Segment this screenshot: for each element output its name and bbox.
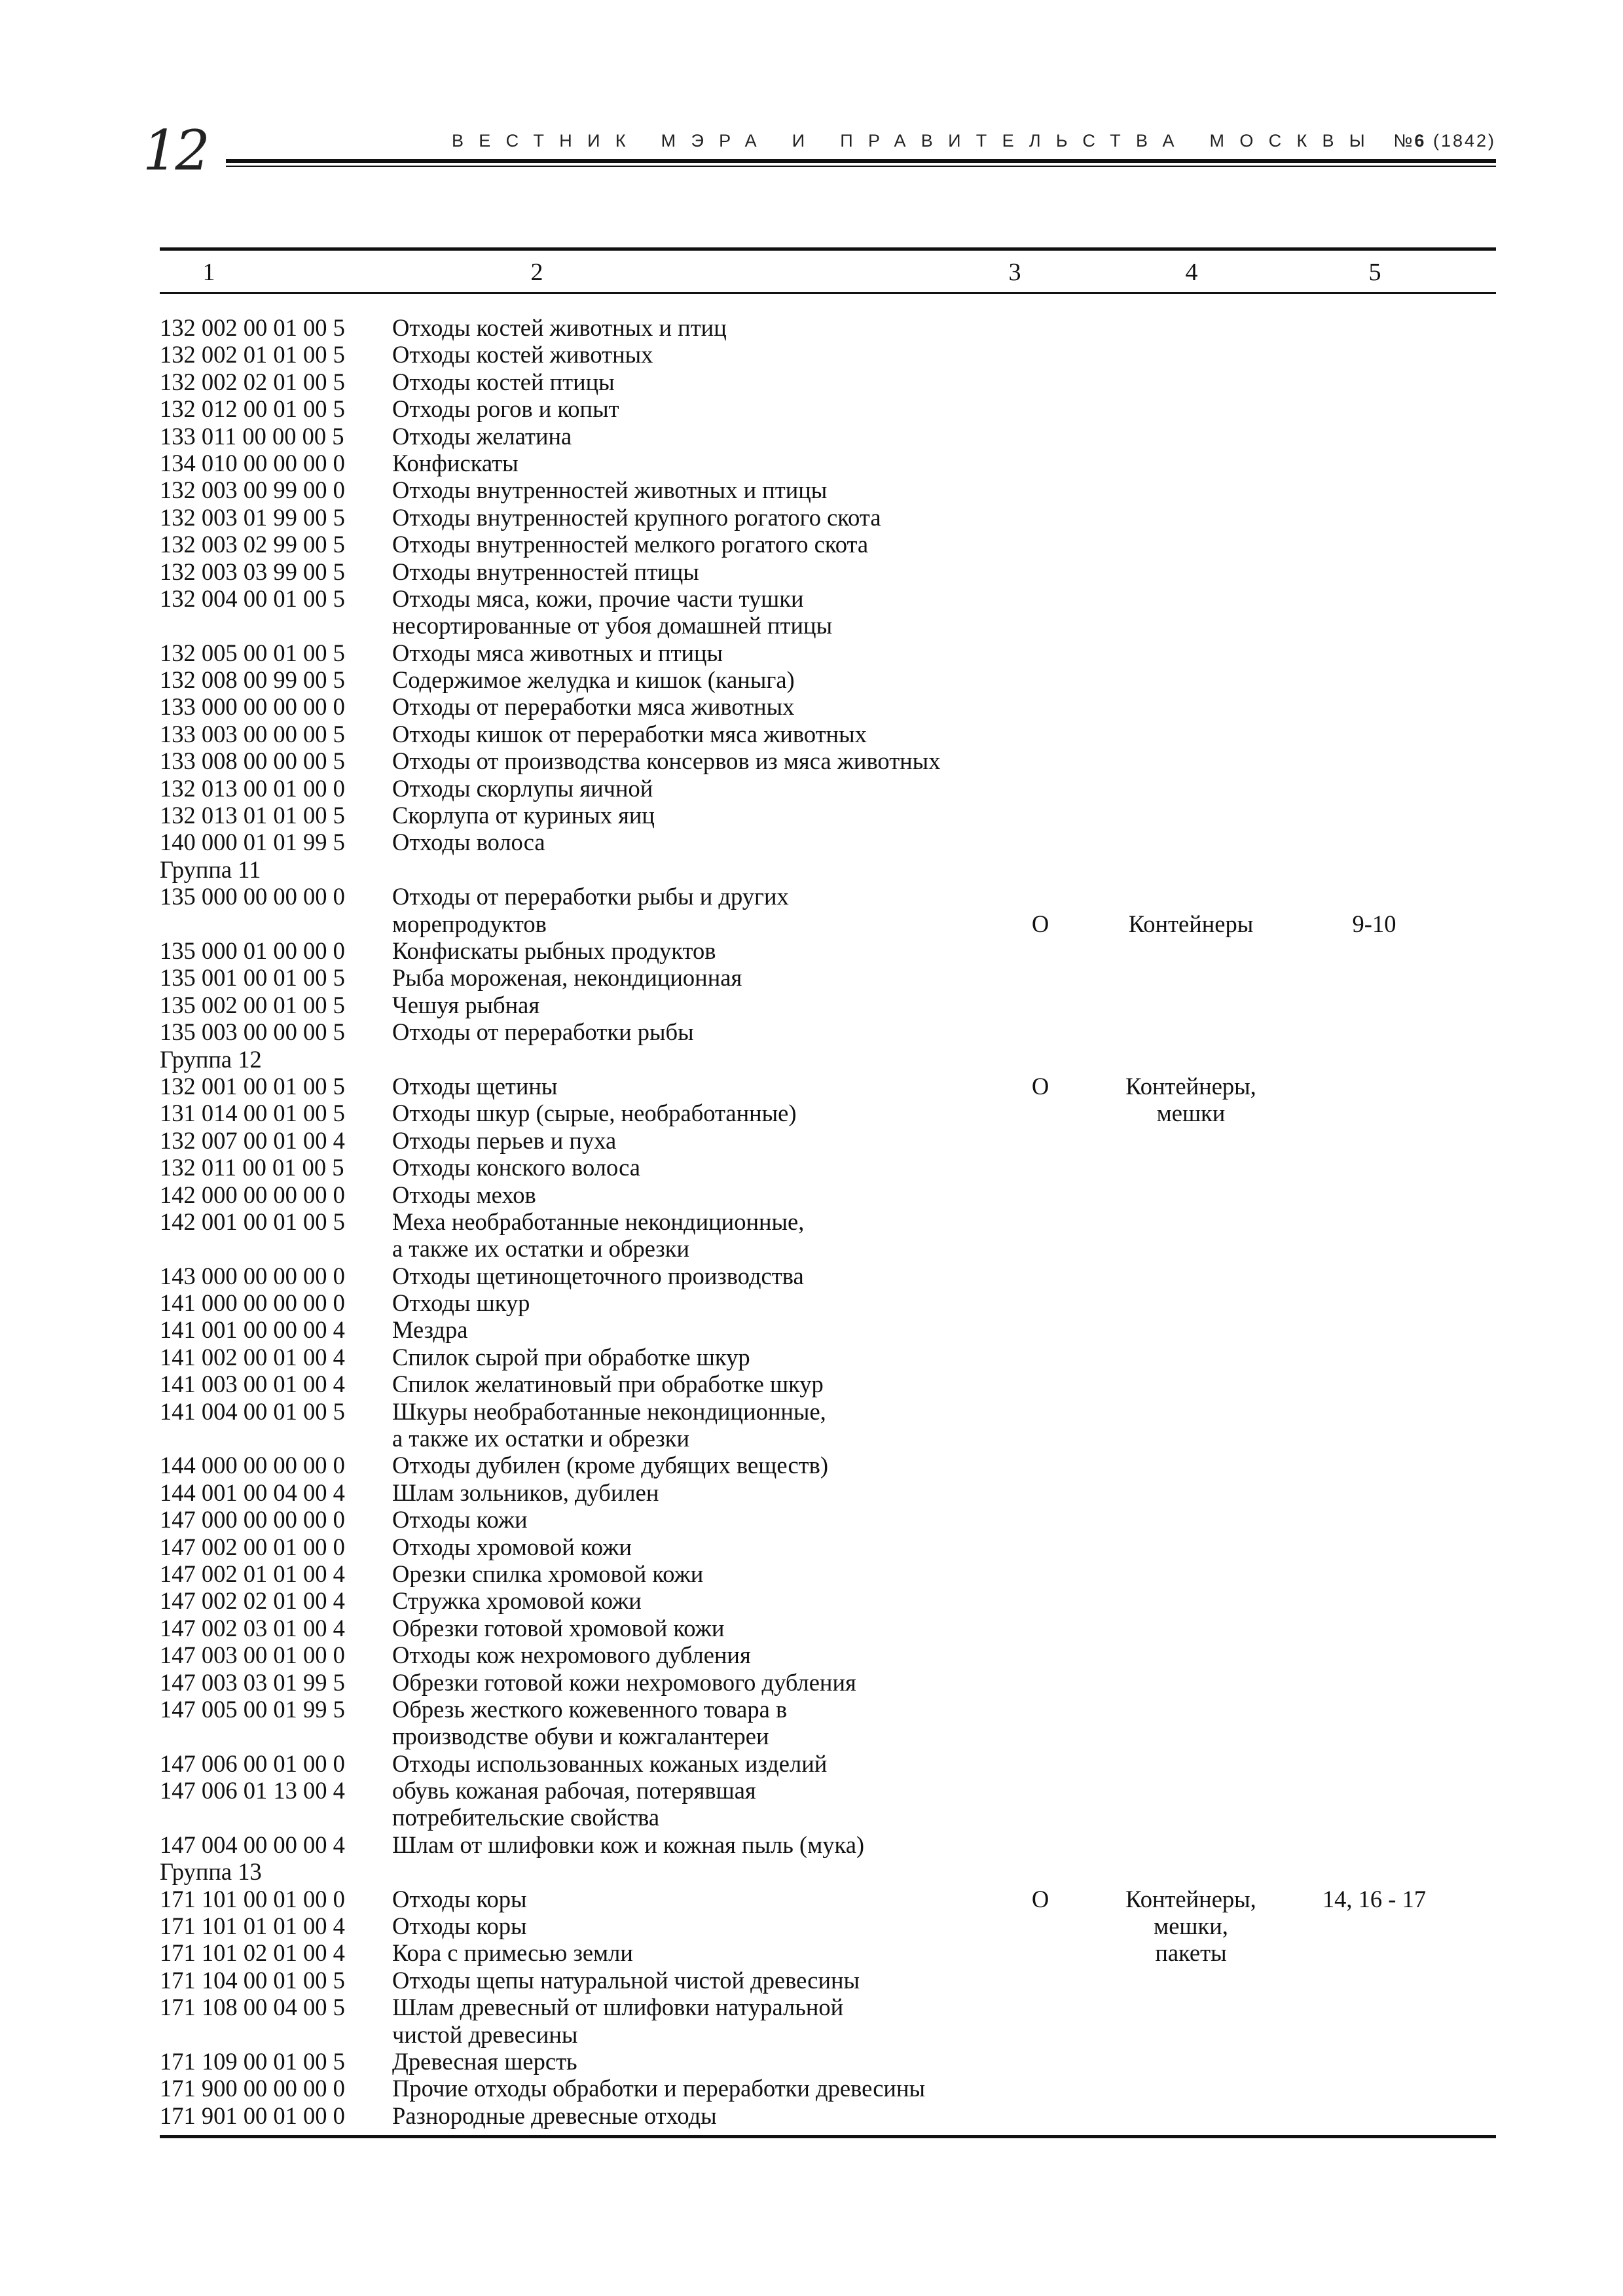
waste-code: 132 005 00 01 00 5: [160, 639, 345, 666]
table-row: [160, 2048, 1496, 2075]
waste-name: Отходы конского волоса: [392, 1154, 640, 1181]
waste-name: потребительские свойства: [392, 1804, 660, 1831]
waste-name: Спилок желатиновый при обработке шкур: [392, 1371, 824, 1398]
waste-name: чистой древесины: [392, 2020, 578, 2048]
table-row: [160, 1669, 1496, 1696]
table-body: [160, 314, 1496, 2129]
waste-code: 132 003 00 99 00 0: [160, 476, 345, 504]
table-row: [160, 1831, 1496, 1858]
table-row: [160, 747, 1496, 774]
container-type: пакеты: [1155, 1939, 1227, 1967]
waste-name: Отходы костей птицы: [392, 368, 615, 395]
waste-name: а также их остатки и обрезки: [392, 1235, 690, 1263]
waste-name: Отходы кожи: [392, 1506, 528, 1534]
table-row: [160, 666, 1496, 693]
table-row: [160, 1506, 1496, 1533]
waste-code: 132 003 02 99 00 5: [160, 531, 345, 558]
waste-code: 171 101 02 01 00 4: [160, 1939, 345, 1967]
header-rule-thin: [226, 166, 1496, 167]
waste-code: 142 001 00 01 00 5: [160, 1208, 345, 1235]
waste-code: 135 000 00 00 00 0: [160, 883, 345, 910]
waste-name: Отходы внутренностей крупного рогатого скота: [392, 503, 881, 531]
table-row: [160, 612, 1496, 639]
waste-code: 132 008 00 99 00 5: [160, 666, 345, 694]
waste-code: 147 002 00 01 00 0: [160, 1533, 345, 1560]
table-row: [160, 1018, 1496, 1045]
waste-code: 132 003 03 99 00 5: [160, 558, 345, 585]
table-header-rule: [160, 292, 1496, 294]
issue-paren: (1842): [1432, 131, 1496, 151]
header-rule-thick: [226, 159, 1496, 163]
waste-name: Отходы мяса, кожи, прочие части тушки: [392, 584, 804, 612]
waste-code: 147 002 01 01 00 4: [160, 1560, 345, 1587]
waste-code: 141 003 00 01 00 4: [160, 1371, 345, 1398]
container-type: Контейнеры,: [1125, 1885, 1256, 1912]
table-row: [160, 395, 1496, 422]
waste-name: Шлам от шлифовки кож и кожная пыль (мука): [392, 1831, 865, 1858]
waste-name: Разнородные древесные отходы: [392, 2102, 717, 2129]
waste-name: Отходы щетинощеточного производства: [392, 1262, 804, 1289]
table-row: [160, 1479, 1496, 1506]
waste-name: Отходы от производства консервов из мяса животных: [392, 747, 941, 775]
table-row: [160, 1371, 1496, 1397]
table-row: [160, 964, 1496, 991]
page-number: 12: [143, 118, 208, 183]
group-row: [160, 856, 1496, 883]
waste-name: Отходы внутренностей птицы: [392, 558, 699, 585]
table-row: [160, 1154, 1496, 1181]
table-row: [160, 585, 1496, 612]
table-row: [160, 1804, 1496, 1831]
waste-name: Отходы от переработки рыбы и других: [392, 883, 789, 910]
table-row: [160, 1939, 1496, 1966]
waste-code: 147 006 01 13 00 4: [160, 1777, 345, 1804]
table-row: [160, 1994, 1496, 2020]
table-row: [160, 775, 1496, 802]
waste-code: 147 006 00 01 00 0: [160, 1749, 345, 1777]
group-row: [160, 1046, 1496, 1073]
table-row: [160, 639, 1496, 666]
waste-name: Орезки спилка хромовой кожи: [392, 1560, 704, 1587]
table-row: [160, 1289, 1496, 1316]
waste-name: Отходы внутренностей животных и птицы: [392, 476, 828, 504]
waste-code: 132 007 00 01 00 4: [160, 1126, 345, 1154]
table-row: [160, 1912, 1496, 1939]
table-row: [160, 1181, 1496, 1208]
waste-code: 147 004 00 00 00 4: [160, 1831, 345, 1858]
waste-code: 132 011 00 01 00 5: [160, 1154, 344, 1181]
table-row: [160, 558, 1496, 585]
waste-code: 132 002 00 01 00 5: [160, 314, 345, 341]
waste-name: несортированные от убоя домашней птицы: [392, 612, 833, 639]
group-label: Группа 13: [160, 1858, 262, 1886]
table-row: [160, 829, 1496, 855]
waste-code: 171 901 00 01 00 0: [160, 2102, 345, 2129]
table-row: [160, 476, 1496, 503]
waste-code: 132 013 01 01 00 5: [160, 802, 345, 829]
table-row: [160, 368, 1496, 395]
table-row: [160, 1425, 1496, 1452]
waste-code: 132 013 00 01 00 0: [160, 774, 345, 802]
waste-code: 171 101 00 01 00 0: [160, 1885, 345, 1912]
waste-name: Чешуя рыбная: [392, 991, 540, 1018]
waste-code: 147 000 00 00 00 0: [160, 1506, 345, 1534]
waste-code: 141 002 00 01 00 4: [160, 1343, 345, 1371]
table-row: [160, 2075, 1496, 2102]
table-row: [160, 1641, 1496, 1668]
waste-code: 132 002 02 01 00 5: [160, 368, 345, 395]
waste-code: 133 003 00 00 00 5: [160, 720, 345, 747]
table-row: [160, 1886, 1496, 1912]
waste-code: 134 010 00 00 00 0: [160, 449, 345, 476]
waste-name: Отходы скорлупы яичной: [392, 774, 653, 802]
table-row: [160, 1615, 1496, 1641]
container-type: мешки,: [1154, 1912, 1228, 1940]
table-row: [160, 423, 1496, 450]
column-header-4: 4: [1185, 259, 1198, 286]
waste-code: 147 005 00 01 99 5: [160, 1695, 345, 1723]
waste-code: 171 104 00 01 00 5: [160, 1966, 345, 1994]
waste-name: Отходы кож нехромового дубления: [392, 1641, 751, 1669]
waste-name: обувь кожаная рабочая, потерявшая: [392, 1777, 756, 1804]
hazard-class: О: [1031, 1885, 1049, 1912]
waste-name: Отходы от переработки мяса животных: [392, 693, 795, 721]
table-row: [160, 1560, 1496, 1587]
waste-name: Отходы костей животных и птиц: [392, 314, 727, 341]
table-row: [160, 1777, 1496, 1804]
waste-name: Обрезки готовой кожи нехромового дубления: [392, 1668, 856, 1696]
waste-name: Рыба мороженая, некондиционная: [392, 964, 742, 992]
waste-name: Шкуры необработанные некондиционные,: [392, 1397, 826, 1425]
waste-name: Мездра: [392, 1316, 468, 1344]
waste-code: 171 101 01 01 00 4: [160, 1912, 345, 1940]
waste-code: 141 004 00 01 00 5: [160, 1397, 345, 1425]
table-row: [160, 802, 1496, 829]
table-row: [160, 883, 1496, 910]
note-ref: 14, 16 - 17: [1322, 1885, 1427, 1912]
waste-name: Отходы перьев и пуха: [392, 1126, 617, 1154]
table-row: [160, 2102, 1496, 2129]
container-type: Контейнеры,: [1125, 1072, 1256, 1100]
table-row: [160, 1723, 1496, 1749]
waste-code: 132 003 01 99 00 5: [160, 503, 345, 531]
waste-name: Отходы щепы натуральной чистой древесины: [392, 1966, 860, 1994]
waste-code: 133 008 00 00 00 5: [160, 747, 345, 775]
table-row: [160, 1534, 1496, 1560]
waste-name: Обрезки готовой хромовой кожи: [392, 1614, 725, 1641]
waste-name: Отходы от переработки рыбы: [392, 1018, 694, 1046]
issue-prefix: №: [1393, 131, 1415, 151]
table-row: [160, 450, 1496, 476]
waste-code: 147 002 03 01 00 4: [160, 1614, 345, 1641]
table-row: [160, 1967, 1496, 1994]
table-row: [160, 1127, 1496, 1154]
publication-title: ВЕСТНИК МЭРА И ПРАВИТЕЛЬСТВА МОСКВЫ: [452, 131, 1380, 151]
waste-code: 171 109 00 01 00 5: [160, 2048, 345, 2075]
waste-code: 141 001 00 00 00 4: [160, 1316, 345, 1344]
waste-code: 143 000 00 00 00 0: [160, 1262, 345, 1289]
waste-name: производстве обуви и кожгалантереи: [392, 1723, 769, 1750]
column-header-1: 1: [202, 259, 215, 286]
column-header-2: 2: [530, 259, 543, 286]
waste-code: 132 004 00 01 00 5: [160, 584, 345, 612]
waste-name: Шлам зольников, дубилен: [392, 1479, 659, 1506]
waste-name: а также их остатки и обрезки: [392, 1425, 690, 1452]
table-row: [160, 1398, 1496, 1425]
waste-name: Меха необработанные некондиционные,: [392, 1208, 805, 1235]
table-row: [160, 531, 1496, 558]
waste-code: 140 000 01 01 99 5: [160, 829, 345, 856]
group-label: Группа 12: [160, 1045, 262, 1073]
waste-name: Отходы щетины: [392, 1072, 558, 1100]
table-row: [160, 1263, 1496, 1289]
issue-label: [1393, 131, 1496, 151]
waste-code: 142 000 00 00 00 0: [160, 1181, 345, 1208]
waste-code: 133 011 00 00 00 5: [160, 422, 344, 450]
waste-code: 171 900 00 00 00 0: [160, 2075, 345, 2102]
waste-name: Отходы внутренностей мелкого рогатого скота: [392, 531, 869, 558]
waste-name: Отходы использованных кожаных изделий: [392, 1749, 828, 1777]
group-label: Группа 11: [160, 855, 261, 883]
waste-code: 141 000 00 00 00 0: [160, 1289, 345, 1317]
table-row: [160, 1100, 1496, 1126]
table-row: [160, 314, 1496, 341]
table-row: [160, 1452, 1496, 1479]
table-row: [160, 693, 1496, 720]
table-row: [160, 1587, 1496, 1614]
table-top-rule: [160, 247, 1496, 251]
table-row: [160, 341, 1496, 368]
waste-code: 135 003 00 00 00 5: [160, 1018, 345, 1046]
waste-name: Шлам древесный от шлифовки натуральной: [392, 1994, 844, 2021]
waste-code: 147 002 02 01 00 4: [160, 1587, 345, 1615]
container-type: мешки: [1156, 1100, 1226, 1127]
waste-name: Скорлупа от куриных яиц: [392, 802, 655, 829]
waste-name: Обрезь жесткого кожевенного товара в: [392, 1695, 788, 1723]
table-row: [160, 2021, 1496, 2048]
waste-name: Отходы мехов: [392, 1181, 536, 1208]
waste-code: 135 001 00 01 00 5: [160, 964, 345, 992]
waste-name: Отходы волоса: [392, 829, 545, 856]
column-header-3: 3: [1008, 259, 1021, 286]
table-row: [160, 992, 1496, 1018]
waste-name: Стружка хромовой кожи: [392, 1587, 642, 1615]
table-row: [160, 1235, 1496, 1262]
waste-code: 171 108 00 04 00 5: [160, 1994, 345, 2021]
waste-name: Отходы шкур (сырые, необработанные): [392, 1100, 797, 1127]
waste-code: 147 003 03 01 99 5: [160, 1668, 345, 1696]
table-row: [160, 1750, 1496, 1777]
group-row: [160, 1858, 1496, 1885]
table-row: [160, 1073, 1496, 1100]
table-row: [160, 1208, 1496, 1235]
hazard-class: О: [1031, 910, 1049, 937]
waste-name: Отходы кишок от переработки мяса животных: [392, 720, 867, 747]
waste-name: Древесная шерсть: [392, 2048, 577, 2075]
waste-name: Отходы мяса животных и птицы: [392, 639, 723, 666]
waste-name: Отходы костей животных: [392, 341, 653, 368]
waste-name: Спилок сырой при обработке шкур: [392, 1343, 750, 1371]
waste-code: 132 001 00 01 00 5: [160, 1072, 345, 1100]
waste-code: 135 002 00 01 00 5: [160, 991, 345, 1018]
waste-name: Прочие отходы обработки и переработки древесины: [392, 2075, 925, 2102]
masthead: [452, 131, 1496, 151]
waste-name: Конфискаты рыбных продуктов: [392, 937, 716, 964]
waste-name: Кора с примесью земли: [392, 1939, 633, 1967]
waste-name: Отходы желатина: [392, 422, 572, 450]
waste-code: 131 014 00 01 00 5: [160, 1100, 345, 1127]
waste-name: Конфискаты: [392, 449, 519, 476]
waste-code: 144 001 00 04 00 4: [160, 1479, 345, 1506]
waste-name: Отходы коры: [392, 1912, 527, 1940]
waste-name: Отходы хромовой кожи: [392, 1533, 632, 1560]
table-row: [160, 937, 1496, 964]
waste-name: Отходы коры: [392, 1885, 527, 1912]
note-ref: 9-10: [1352, 910, 1396, 937]
column-header-5: 5: [1368, 259, 1381, 286]
table-bottom-rule: [160, 2135, 1496, 2138]
waste-name: Отходы дубилен (кроме дубящих веществ): [392, 1452, 829, 1479]
table-row: [160, 910, 1496, 937]
waste-name: Содержимое желудка и кишок (каныга): [392, 666, 795, 694]
waste-name: морепродуктов: [392, 910, 547, 937]
waste-code: 147 003 00 01 00 0: [160, 1641, 345, 1669]
table-row: [160, 1316, 1496, 1343]
waste-code: 132 002 01 01 00 5: [160, 341, 345, 368]
container-type: Контейнеры: [1128, 910, 1254, 937]
waste-code: 133 000 00 00 00 0: [160, 693, 345, 721]
waste-name: Отходы рогов и копыт: [392, 395, 619, 423]
waste-code: 132 012 00 01 00 5: [160, 395, 345, 423]
table-row: [160, 1344, 1496, 1371]
table-row: [160, 504, 1496, 531]
waste-code: 144 000 00 00 00 0: [160, 1452, 345, 1479]
waste-code: 135 000 01 00 00 0: [160, 937, 345, 964]
issue-number: 6: [1414, 131, 1427, 151]
table-row: [160, 1696, 1496, 1723]
hazard-class: О: [1031, 1072, 1049, 1100]
waste-name: Отходы шкур: [392, 1289, 530, 1317]
table-row: [160, 721, 1496, 747]
